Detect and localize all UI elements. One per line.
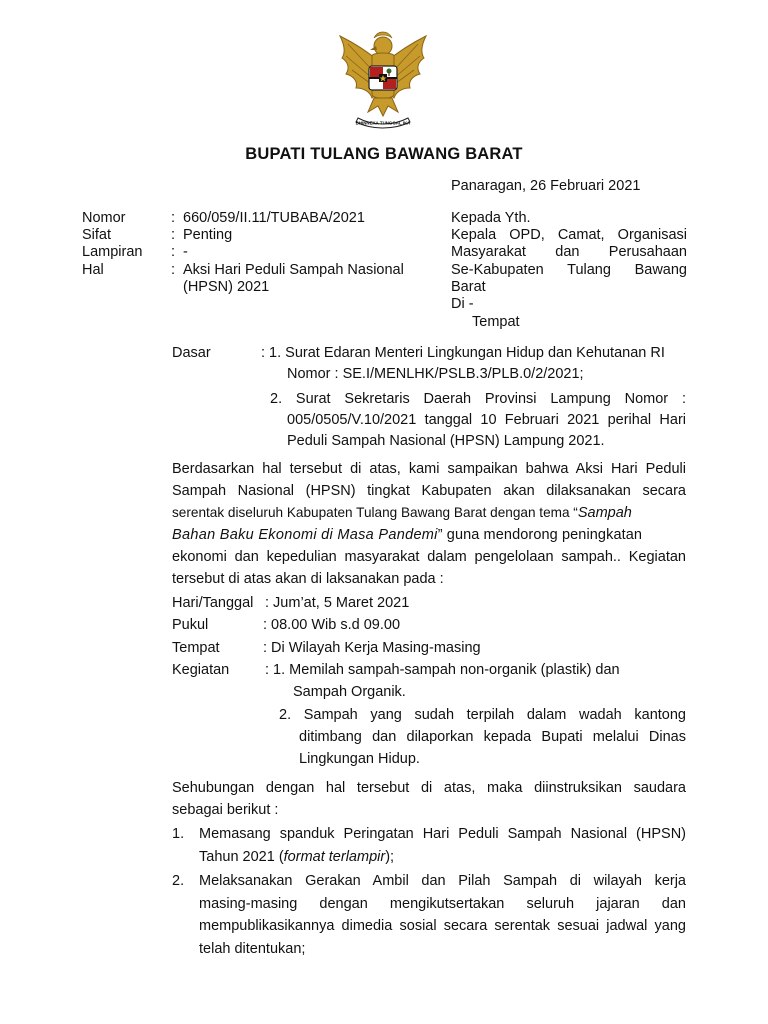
body-line: Berdasarkan hal tersebut di atas, kami sampaikan bahwa Aksi Hari Peduli — [172, 461, 686, 477]
body-text: ” guna mendorong peningkatan — [437, 527, 643, 543]
meta-value-sifat: Penting — [183, 227, 233, 243]
dasar-item-1: : 1. Surat Edaran Menteri Lingkungan Hidup dan Kehutanan RI — [261, 345, 665, 361]
schedule-value: : Jum’at, 5 Maret 2021 — [265, 595, 410, 611]
dasar-item-2: 2. Surat Sekretaris Daerah Provinsi Lampung Nomor : — [270, 391, 686, 407]
emblem-banner-text: BHINNEKA TUNGGAL IKA — [355, 120, 411, 126]
addressee-line: Masyarakat dan Perusahaan — [451, 244, 687, 260]
meta-value-lampiran: - — [183, 244, 188, 260]
instruction-text: ); — [385, 849, 395, 865]
body-text: serentak diseluruh Kabupaten Tulang Bawang Barat dengan tema “ — [172, 505, 578, 520]
meta-sep: : — [171, 262, 176, 278]
meta-value-nomor: 660/059/II.11/TUBABA/2021 — [183, 210, 365, 226]
instruction-2-cont: mempublikasikannya dimedia sosial secara serentak sesuai jadwal yang — [199, 918, 686, 934]
schedule-label: Hari/Tanggal — [172, 595, 254, 611]
body-line-theme — [172, 524, 686, 546]
garuda-emblem-icon — [328, 22, 438, 134]
kegiatan-item-2: 2. Sampah yang sudah terpilah dalam wadah kantong — [279, 707, 686, 723]
addressee-line: Tempat — [472, 314, 520, 330]
meta-sep: : — [171, 210, 176, 226]
meta-label-nomor: Nomor — [82, 210, 126, 226]
instruction-2-cont: masing-masing dengan mengikutsertakan seluruh jajaran dan — [199, 896, 686, 912]
schedule-label: Pukul — [172, 617, 209, 633]
instruction-number: 2. — [172, 873, 185, 889]
addressee-line: Kepala OPD, Camat, Organisasi — [451, 227, 687, 243]
body-line: Sampah Nasional (HPSN) tingkat Kabupaten akan dilaksanakan secara — [172, 483, 686, 499]
kegiatan-item-2-cont: ditimbang dan dilaporkan kepada Bupati melalui Dinas — [299, 729, 686, 745]
place-date: Panaragan, 26 Februari 2021 — [451, 178, 641, 194]
instruction-2: Melaksanakan Gerakan Ambil dan Pilah Sampah di wilayah kerja — [199, 873, 686, 889]
instruction-1-cont — [199, 846, 394, 868]
kegiatan-item-1-cont: Sampah Organik. — [293, 684, 406, 700]
schedule-label: Kegiatan — [172, 662, 230, 678]
instruction-1: Memasang spanduk Peringatan Hari Peduli Sampah Nasional (HPSN) — [199, 826, 686, 842]
instruction-intro: Sehubungan dengan hal tersebut di atas, maka diinstruksikan saudara — [172, 780, 686, 796]
addressee-line: Di - — [451, 296, 474, 312]
theme-text: Sampah — [577, 505, 632, 521]
meta-label-hal: Hal — [82, 262, 104, 278]
instruction-text: Tahun 2021 ( — [199, 849, 284, 865]
instruction-number: 1. — [172, 826, 185, 842]
addressee-line: Barat — [451, 279, 486, 295]
meta-value-hal-cont: (HPSN) 2021 — [183, 279, 270, 295]
instruction-2-cont: telah ditentukan; — [199, 941, 306, 957]
body-line: ekonomi dan kepedulian masyarakat dalam pengelolaan sampah.. Kegiatan — [172, 549, 686, 565]
schedule-value: : Di Wilayah Kerja Masing-masing — [263, 640, 481, 656]
meta-value-hal: Aksi Hari Peduli Sampah Nasional — [183, 262, 404, 278]
theme-text: Bahan Baku Ekonomi di Masa Pandemi — [172, 527, 438, 543]
meta-sep: : — [171, 227, 176, 243]
dasar-item-1-cont: Nomor : SE.I/MENLHK/PSLB.3/PLB.0/2/2021; — [287, 366, 584, 382]
schedule-label: Tempat — [172, 640, 220, 656]
letter-title: BUPATI TULANG BAWANG BARAT — [245, 145, 523, 163]
meta-label-lampiran: Lampiran — [82, 244, 143, 260]
dasar-item-2-cont: Peduli Sampah Nasional (HPSN) Lampung 2021. — [287, 433, 605, 449]
meta-label-sifat: Sifat — [82, 227, 112, 243]
instruction-italic: format terlampir — [283, 849, 386, 865]
schedule-value: : 08.00 Wib s.d 09.00 — [263, 617, 401, 633]
instruction-intro: sebagai berikut : — [172, 802, 279, 818]
meta-sep: : — [171, 244, 176, 260]
kegiatan-item-2-cont: Lingkungan Hidup. — [299, 751, 420, 767]
body-line: tersebut di atas akan di laksanakan pada : — [172, 571, 444, 587]
dasar-label: Dasar — [172, 345, 211, 361]
addressee-line: Kepada Yth. — [451, 210, 531, 226]
dasar-item-2-cont: 005/0505/V.10/2021 tanggal 10 Februari 2021 perihal Hari — [287, 412, 686, 428]
kegiatan-item-1: : 1. Memilah sampah-sampah non-organik (plastik) dan — [265, 662, 620, 678]
body-line-theme — [172, 502, 686, 524]
addressee-line: Se-Kabupaten Tulang Bawang — [451, 262, 687, 278]
